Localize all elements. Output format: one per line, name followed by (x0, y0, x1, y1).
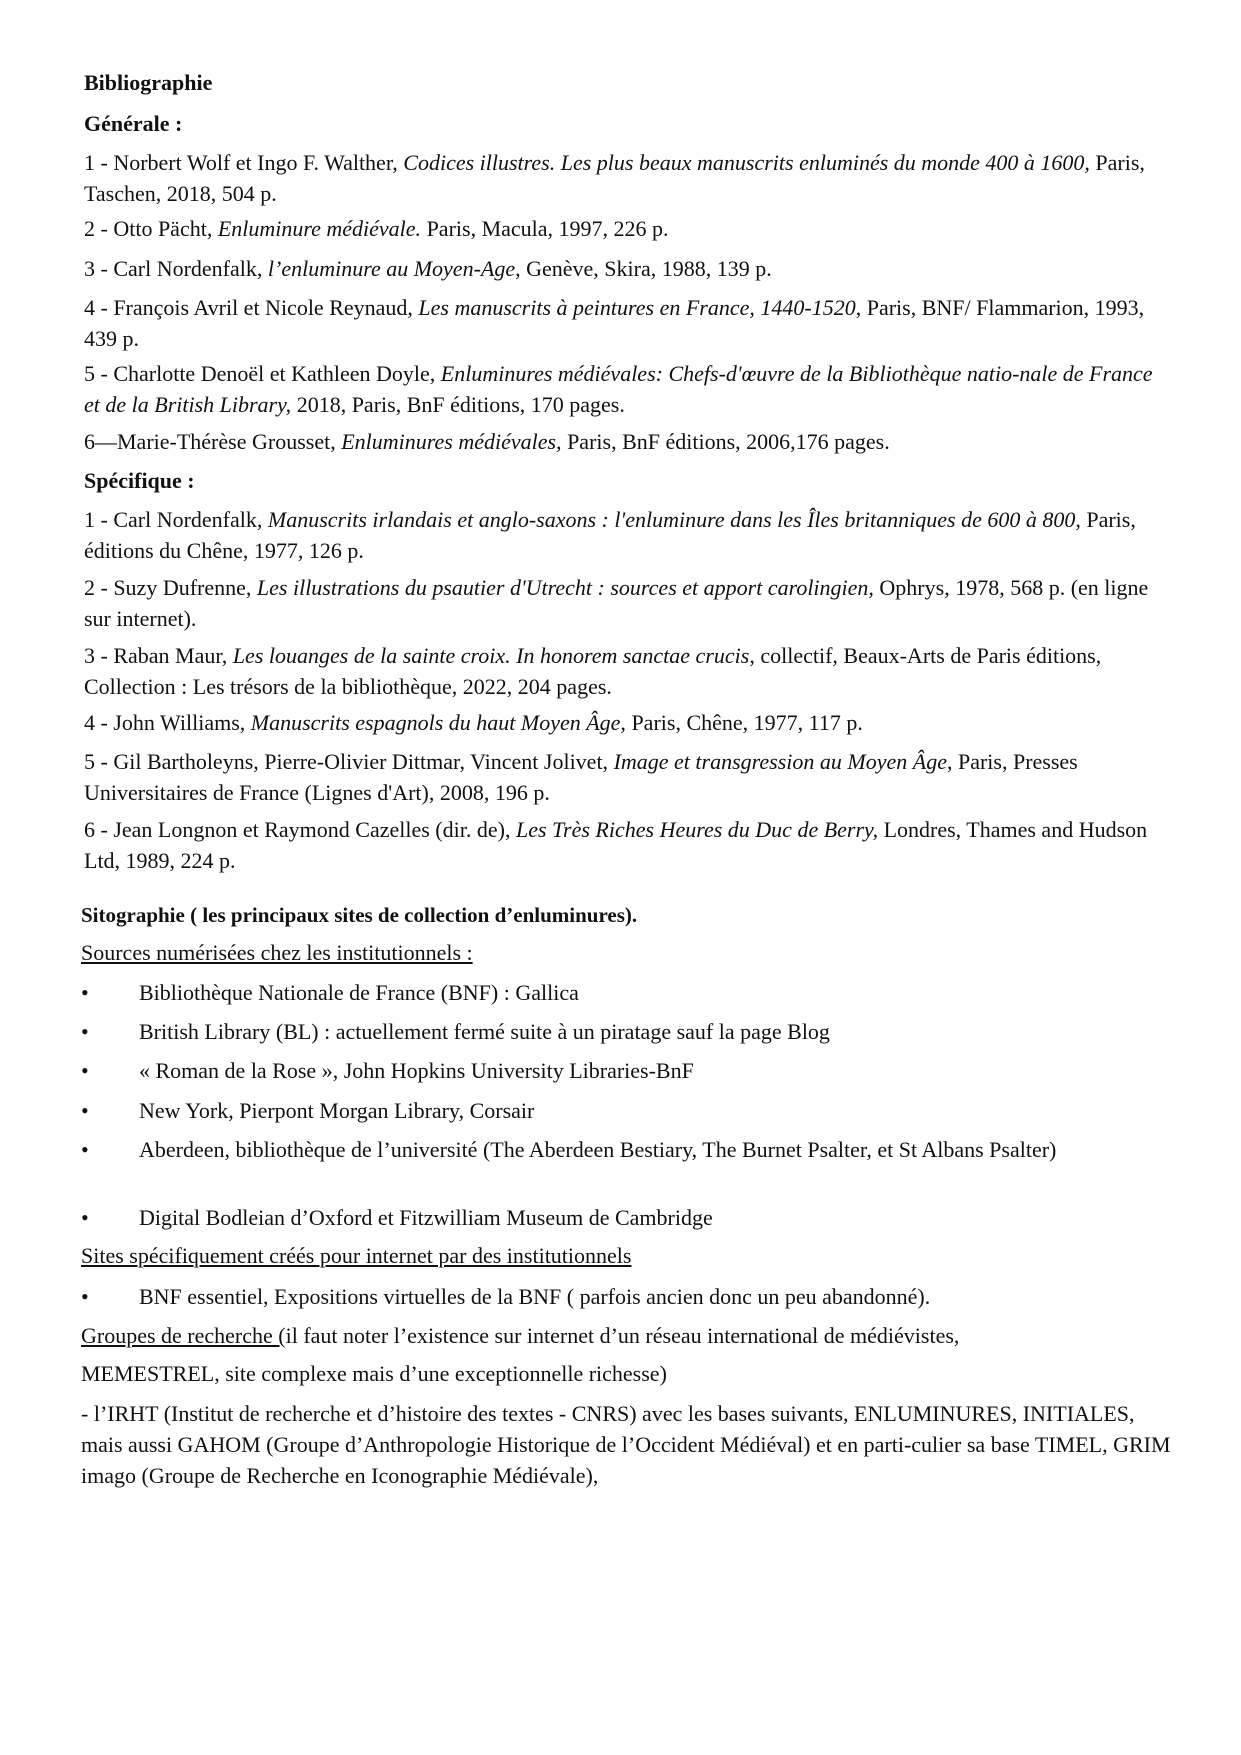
general-entry-6: 6—Marie-Thérèse Grousset, Enluminures médiévales, Paris, BnF éditions, 2006,176 pages. (84, 429, 890, 454)
bullet-icon: • (81, 1137, 89, 1162)
specific-entry-2: 2 - Suzy Dufrenne, Les illustrations du psautier d'Utrecht : sources et apport carolingien, Ophrys, 1978, 568 p. (en ligne sur internet). (84, 575, 1149, 631)
bullet-icon: • (81, 1019, 89, 1044)
general-entry-1: 1 - Norbert Wolf et Ingo F. Walther, Codices illustres. Les plus beaux manuscrits enluminés du monde 400 à 1600, Paris, Taschen, 2018, 504 p. (84, 150, 1145, 206)
irht-paragraph: - l’IRHT (Institut de recherche et d’histoire des textes - CNRS) avec les bases suivants, ENLUMINURES, INITIALES, mais aussi GAHOM (Groupe d’Anthropologie Historique de l’Occident Médiéval) et en parti-culier sa base TIMEL, GRIM imago (Groupe de Recherche en Iconographie Médiévale), (81, 1401, 1171, 1488)
specific-heading: Spécifique : (84, 468, 195, 493)
sitography-title: Sitographie ( les principaux sites de collection d’enluminures). (81, 903, 638, 927)
specific-entry-6: 6 - Jean Longnon et Raymond Cazelles (dir. de), Les Très Riches Heures du Duc de Berry, Londres, Thames and Hudson Ltd, 1989, 224 p. (84, 817, 1148, 873)
specific-entry-1: 1 - Carl Nordenfalk, Manuscrits irlandais et anglo-saxons : l'enluminure dans les Îles britanniques de 600 à 800, Paris, éditions du Chêne, 1977, 126 p. (84, 507, 1136, 563)
internet-sites-heading: Sites spécifiquement créés pour internet par des institutionnels (81, 1243, 632, 1268)
bibliography-title: Bibliographie (84, 70, 213, 95)
general-entry-5: 5 - Charlotte Denoël et Kathleen Doyle, Enluminures médiévales: Chefs-d'œuvre de la Bibliothèque natio-nale de France et de la British Library, 2018, Paris, BnF éditions, 170 pages. (84, 361, 1153, 417)
specific-entry-5: 5 - Gil Bartholeyns, Pierre-Olivier Dittmar, Vincent Jolivet, Image et transgression au Moyen Âge, Paris, Presses Universitaires de France (Lignes d'Art), 2008, 196 p. (84, 749, 1078, 805)
bullet-icon: • (81, 1098, 89, 1123)
specific-entry-3: 3 - Raban Maur, Les louanges de la sainte croix. In honorem sanctae crucis, collectif, Beaux-Arts de Paris éditions, Collection : Les trésors de la bibliothèque, 2022, 204 pages. (84, 643, 1102, 699)
bullet-icon: • (81, 1205, 89, 1230)
specific-entry-4: 4 - John Williams, Manuscrits espagnols du haut Moyen Âge, Paris, Chêne, 1977, 117 p. (84, 710, 863, 735)
general-heading: Générale : (84, 111, 183, 136)
bullet-icon: • (81, 1058, 89, 1083)
memestrel-line: MEMESTREL, site complexe mais d’une exceptionnelle richesse) (81, 1361, 667, 1386)
bullet-icon: • (81, 980, 89, 1005)
research-groups-paragraph: Groupes de recherche (il faut noter l’existence sur internet d’un réseau international de médiévistes, (81, 1323, 960, 1348)
document-page: Bibliographie Générale : 1 - Norbert Wolf et Ingo F. Walther, Codices illustres. Les plus beaux manuscrits enluminés du monde 400 à 1600, Paris, Taschen, 2018, 504 p. 2 - Otto Pächt, Enluminure médiévale. Paris, Macula, 1997, 226 p. 3 - Carl Nordenfalk, l’enluminure au Moyen-Age, Genève, Skira, 1988, 139 p. 4 - François Avril et Nicole Reynaud, Les manuscrits à peintures en France, 1440-1520, Paris, BNF/ Flammarion, 1993, 439 p. 5 - Charlotte Denoël et Kathleen Doyle, Enluminures médiévales: Chefs-d'œuvre de la Bibliothèque natio-nale de France et de la British Library, 2018, Paris, BnF éditions, 170 pages. 6—Marie-Thérèse Grousset, Enluminures médiévales, Paris, BnF éditions, 2006,176 pages. Spécifique : 1 - Carl Nordenfalk, Manuscrits irlandais et anglo-saxons : l'enluminure dans les Îles britanniques de 600 à 800, Paris, éditions du Chêne, 1977, 126 p. 2 - Suzy Dufrenne, Les illustrations du psautier d'Utrecht : sources et apport carolingien, Ophrys, 1978, 568 p. (en ligne sur internet). 3 - Raban Maur, Les louanges de la sainte croix. In honorem sanctae crucis, collectif, Beaux-Arts de Paris éditions, Collection : Les trésors de la bibliothèque, 2022, 204 pages. 4 - John Williams, Manuscrits espagnols du haut Moyen Âge, Paris, Chêne, 1977, 117 p. 5 - Gil Bartholeyns, Pierre-Olivier Dittmar, Vincent Jolivet, Image et transgression au Moyen Âge, Paris, Presses Universitaires de France (Lignes d'Art), 2008, 196 p. 6 - Jean Longnon et Raymond Cazelles (dir. de), Les Très Riches Heures du Duc de Berry, Londres, Thames and Hudson Ltd, 1989, 224 p. Sitographie ( les principaux sites de collection d’enluminures). Sources numérisées chez les institutionnels : • Bibliothèque Nationale de France (BNF) : Gallica • British Library (BL) : actuellement fermé suite à un piratage sauf la page Blog • « Roman de la Rose », John Hopkins University Libraries-BnF • New York, Pierpont Morgan Library, Corsair • Aberdeen, bibliothèque de l’université (The Aberdeen Bestiary, The Burnet Psalter, et St Albans Psalter) • Digital Bodleian d’Oxford et Fitzwilliam Museum de Cambridge Sites spécifiquement créés pour internet par des institutionnels • BNF essentiel, Expositions virtuelles de la BNF ( parfois ancien donc un peu abandonné). Groupes de recherche (il faut noter l’existence sur internet d’un réseau international de médiévistes, MEMESTREL, site complexe mais d’une exceptionnelle richesse) - l’IRHT (Institut de recherche et d’histoire des textes - CNRS) avec les bases suivants, ENLUMINURES, INITIALES, mais aussi GAHOM (Groupe d’Anthropologie Historique de l’Occident Médiéval) et en parti-culier sa base TIMEL, GRIM imago (Groupe de Recherche en Iconographie Médiévale), (0, 0, 1241, 1755)
research-groups-heading: Groupes de recherche ( (81, 1323, 286, 1348)
general-entry-4: 4 - François Avril et Nicole Reynaud, Les manuscrits à peintures en France, 1440-1520, Paris, BNF/ Flammarion, 1993, 439 p. (84, 295, 1145, 351)
institutional-heading: Sources numérisées chez les institutionnels : (81, 940, 473, 965)
bullet-icon: • (81, 1284, 89, 1309)
general-entry-2: 2 - Otto Pächt, Enluminure médiévale. Paris, Macula, 1997, 226 p. (84, 216, 669, 241)
general-entry-3: 3 - Carl Nordenfalk, l’enluminure au Moyen-Age, Genève, Skira, 1988, 139 p. (84, 256, 772, 281)
